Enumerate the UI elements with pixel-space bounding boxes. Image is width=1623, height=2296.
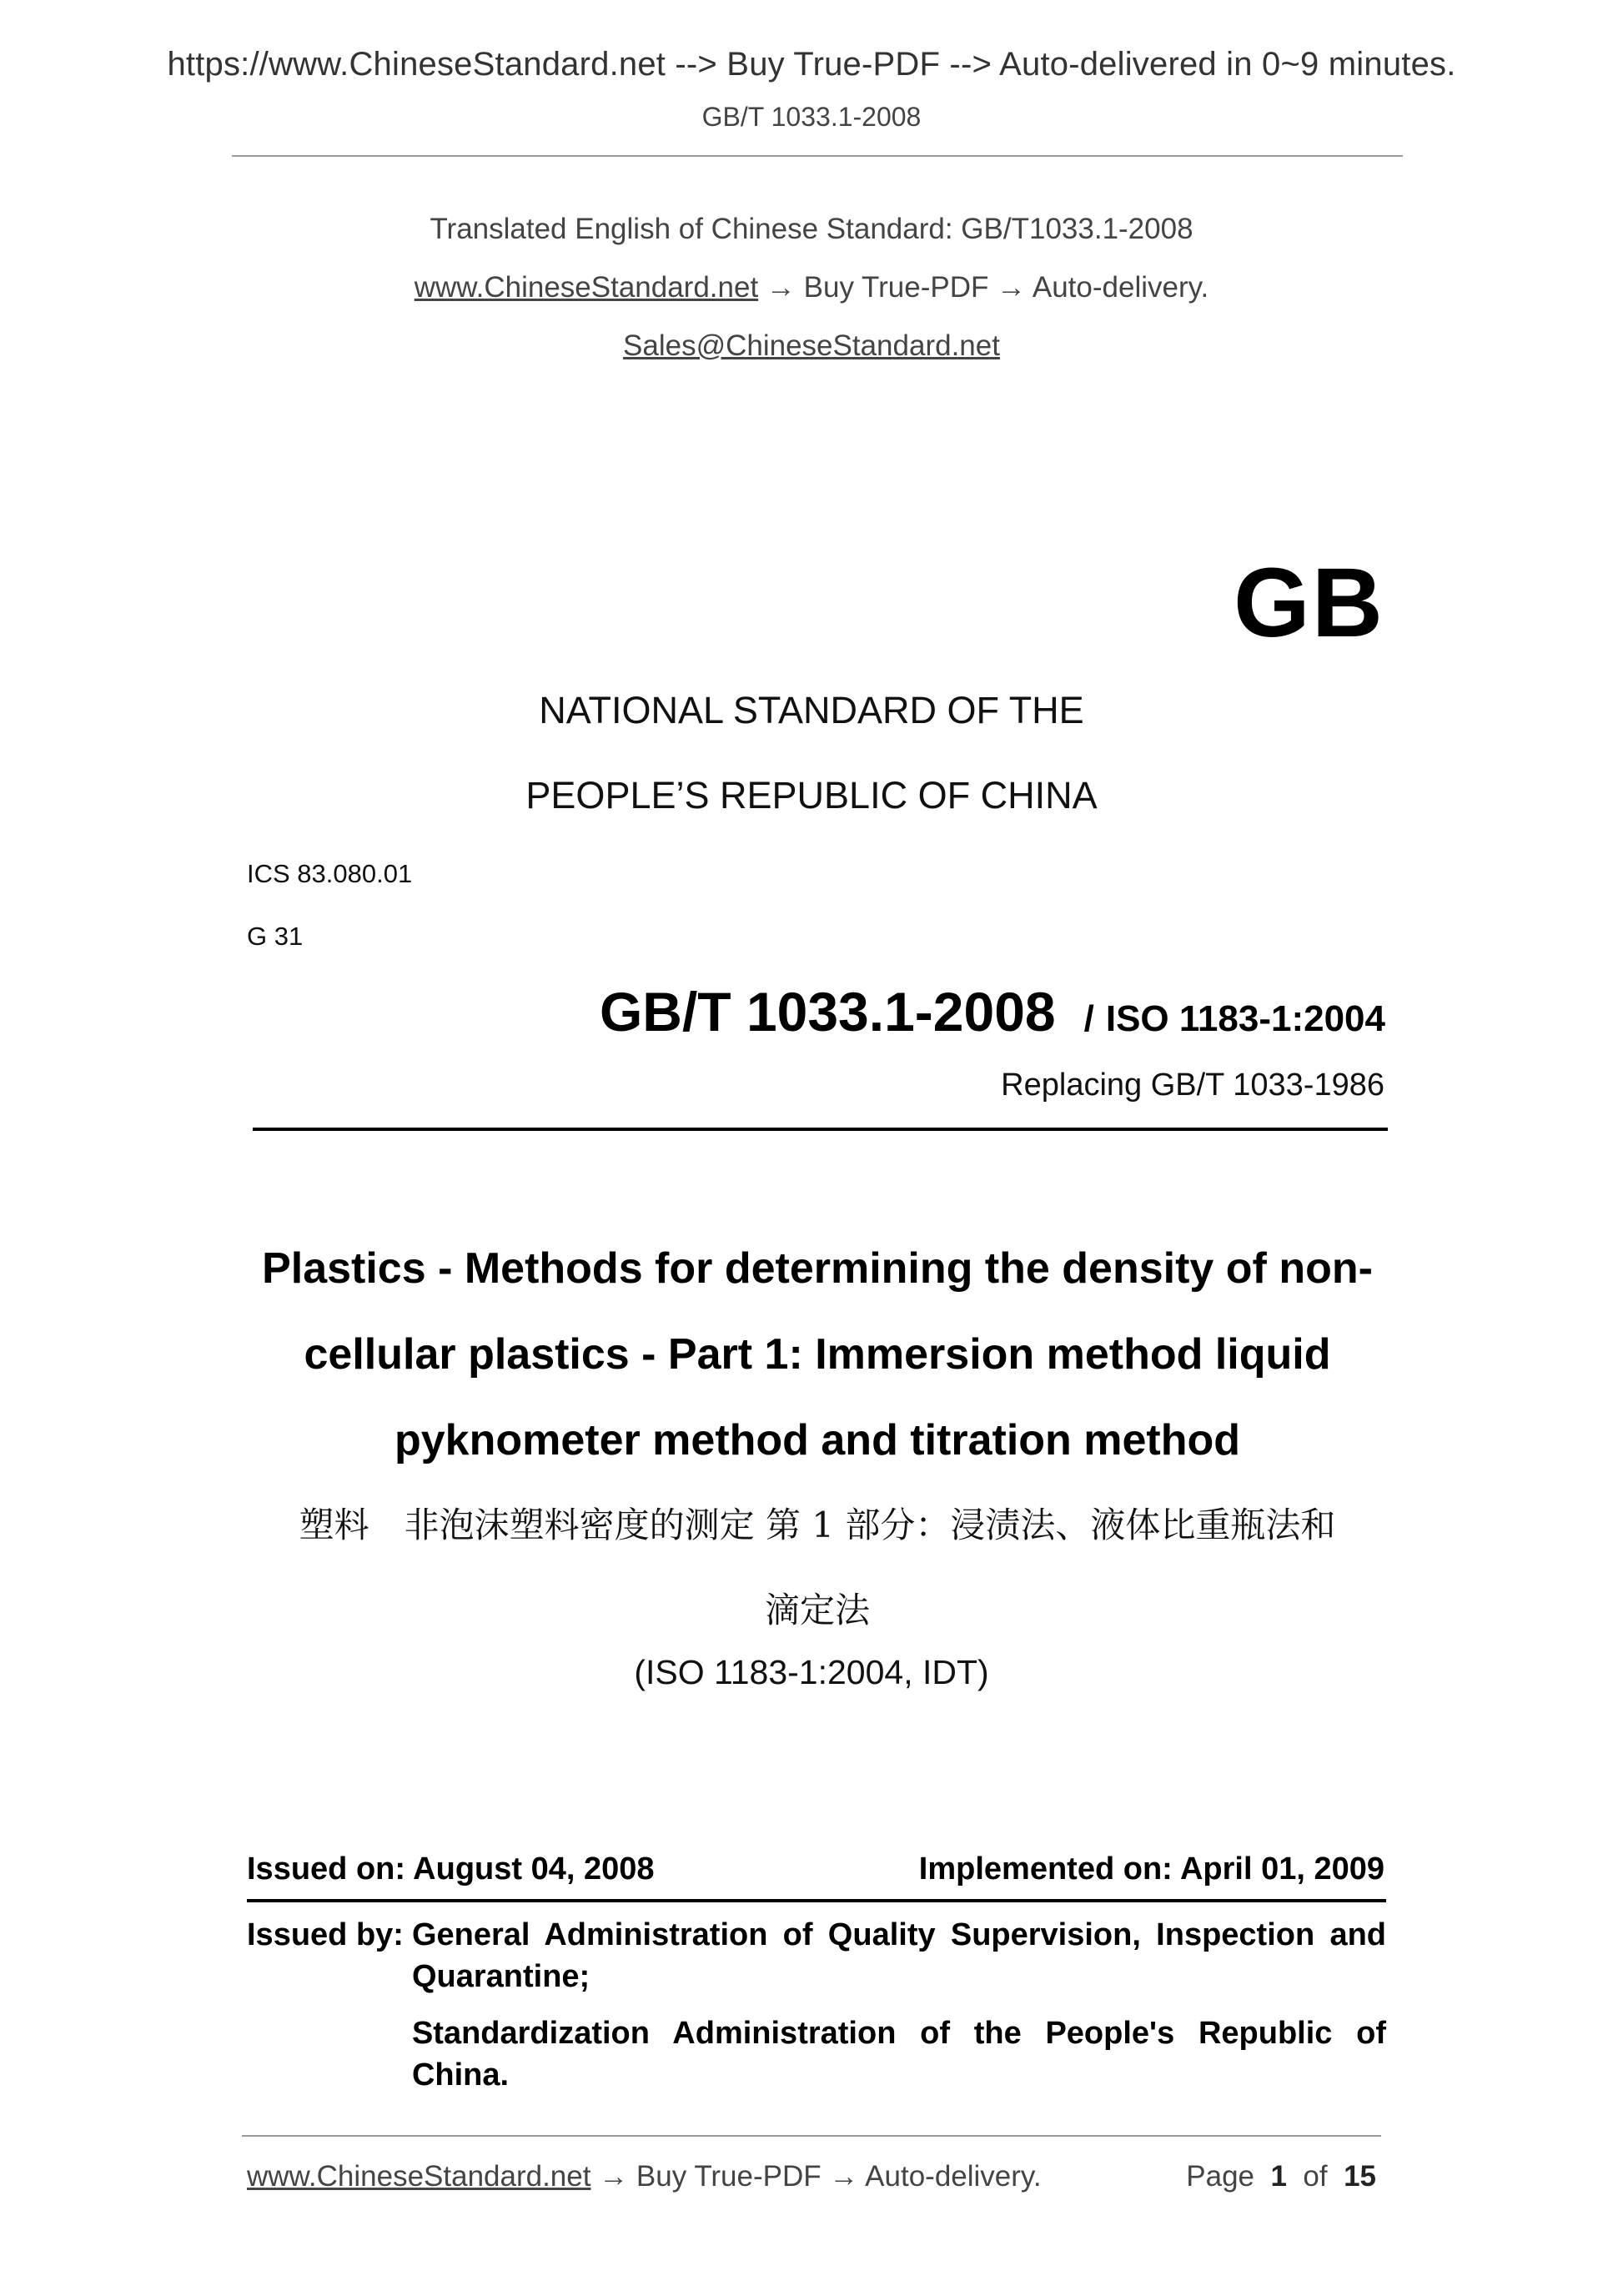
standard-divider xyxy=(253,1128,1388,1131)
page-indicator xyxy=(1186,2160,1376,2193)
header-standard-code: GB/T 1033.1-2008 xyxy=(701,102,922,132)
footer-site-rest: → Buy True-PDF → Auto-delivery. xyxy=(590,2160,1042,2193)
iso-identical-reference: (ISO 1183-1:2004, IDT) xyxy=(634,1653,989,1691)
replacing-standard: Replacing GB/T 1033-1986 xyxy=(1001,1068,1384,1103)
english-title-line-2: cellular plastics - Part 1: Immersion method liquid xyxy=(304,1330,1331,1379)
standard-number: GB/T 1033.1-2008 xyxy=(599,981,1056,1042)
page-number: 1 xyxy=(1270,2160,1287,2193)
english-title xyxy=(225,1226,1409,1484)
english-title-line-1: Plastics - Methods for determining the density of non- xyxy=(262,1244,1373,1293)
site-link[interactable]: www.ChineseStandard.net xyxy=(414,271,759,304)
top-banner: https://www.ChineseStandard.net --> Buy True-PDF --> Auto-delivered in 0~9 minutes. xyxy=(167,46,1456,83)
translation-site-line xyxy=(0,271,1623,304)
gb-mark: GB xyxy=(1234,548,1384,658)
translation-title: Translated English of Chinese Standard: GB/T1033.1-2008 xyxy=(430,213,1193,245)
ccs-code: G 31 xyxy=(247,922,304,951)
issuers-block xyxy=(247,1914,1386,2096)
issuer-list xyxy=(412,1914,1386,2096)
page-word: Page xyxy=(1186,2160,1255,2193)
translation-email-line xyxy=(0,329,1623,363)
national-standard-line-1: NATIONAL STANDARD OF THE xyxy=(539,689,1084,731)
issued-on-date: Issued on: August 04, 2008 xyxy=(247,1851,655,1887)
footer-divider xyxy=(242,2135,1381,2137)
dates-divider xyxy=(247,1899,1386,1902)
page-total: 15 xyxy=(1344,2160,1376,2193)
chinese-title-line-2: 滴定法 xyxy=(764,1590,870,1630)
site-link-rest: → Buy True-PDF → Auto-delivery. xyxy=(758,271,1209,304)
chinese-title xyxy=(242,1483,1393,1653)
ics-code: ICS 83.080.01 xyxy=(247,859,413,888)
chinese-title-line-1: 塑料 非泡沫塑料密度的测定 第 1 部分：浸渍法、液体比重瓶法和 xyxy=(299,1505,1336,1545)
email-link[interactable]: Sales@ChineseStandard.net xyxy=(623,329,1000,362)
issuer-row xyxy=(247,1914,1386,2096)
issued-by-label: Issued by: xyxy=(247,1917,404,1952)
national-standard-line-2: PEOPLE’S REPUBLIC OF CHINA xyxy=(525,774,1098,816)
implemented-on-date: Implemented on: April 01, 2009 xyxy=(918,1851,1384,1887)
standard-number-line xyxy=(600,980,1385,1043)
issuer-org-1: General Administration of Quality Supervision, Inspection and Quarantine; xyxy=(411,1917,1386,1994)
header-divider xyxy=(232,155,1403,157)
english-title-line-3: pyknometer method and titration method xyxy=(394,1416,1241,1465)
standard-separator: / xyxy=(1083,998,1094,1039)
footer-site-line xyxy=(247,2160,1042,2193)
footer-site-link[interactable]: www.ChineseStandard.net xyxy=(247,2160,591,2193)
of-word: of xyxy=(1303,2160,1328,2193)
iso-equivalent: ISO 1183-1:2004 xyxy=(1105,998,1385,1039)
issuer-org-2: Standardization Administration of the People's Republic of China. xyxy=(411,2016,1386,2093)
